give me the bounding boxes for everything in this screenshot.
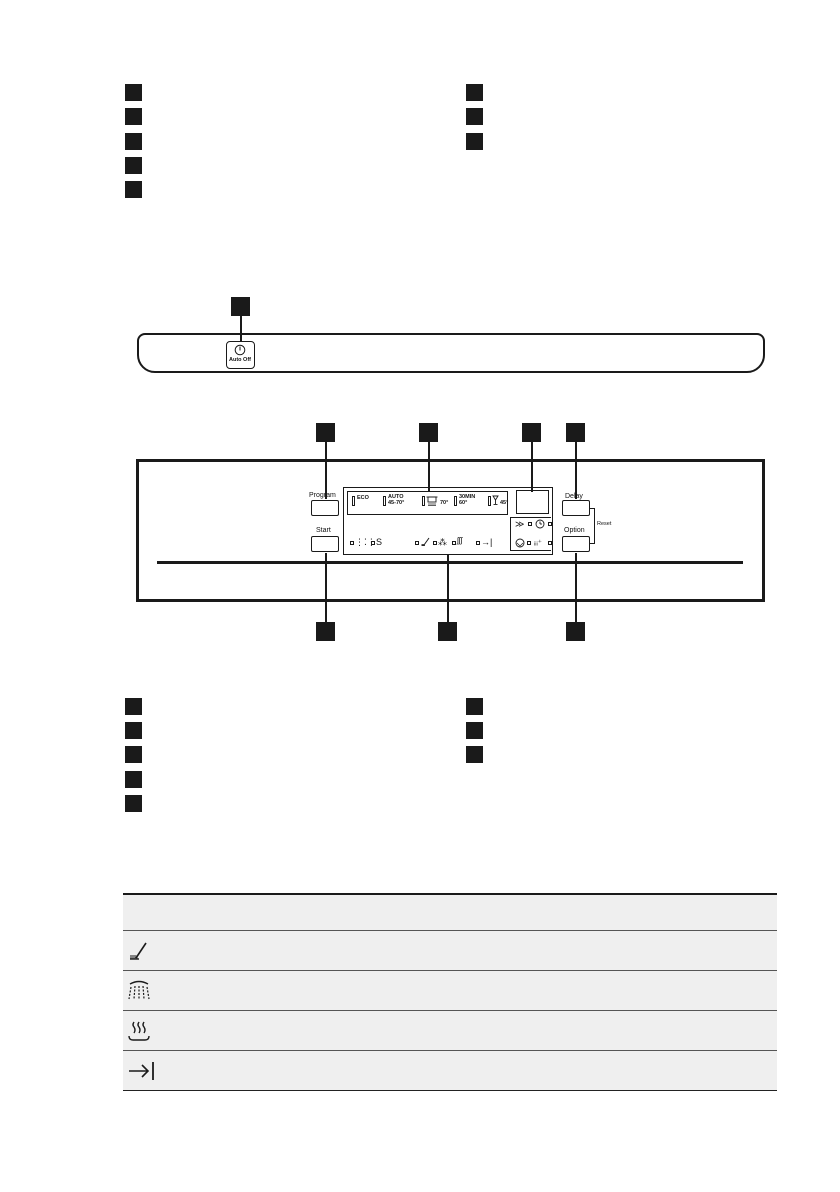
table-row: [123, 1051, 777, 1091]
legend-marker: [466, 84, 483, 101]
legend-marker: [125, 133, 142, 150]
legend-marker: [125, 181, 142, 198]
table-icon-cell: [123, 971, 165, 1011]
program-button[interactable]: [311, 500, 339, 516]
legend-marker: [125, 108, 142, 125]
quick-temp-label: 60°: [459, 500, 468, 506]
start-button[interactable]: [311, 536, 339, 552]
callout-marker: [566, 423, 585, 442]
indicator-light: [528, 522, 532, 526]
start-label: Start: [316, 527, 331, 534]
intensive-temp-label: 70°: [440, 500, 449, 506]
quick-label: 30MIN: [459, 494, 476, 500]
callout-marker: [316, 423, 335, 442]
table-icon-cell: [123, 1011, 165, 1051]
indicator-light: [452, 541, 456, 545]
legend-marker: [466, 108, 483, 125]
auto-temp-label: 45-70°: [388, 500, 405, 506]
program-phase-icon: ⋮⁚⋮: [355, 537, 376, 547]
eco-label: ECO: [357, 495, 369, 501]
drying-heat-icon: [128, 1020, 150, 1042]
prewash-brush-small-icon: [421, 537, 431, 547]
legend-marker: [125, 157, 142, 174]
on-off-button[interactable]: [226, 341, 255, 369]
table-cell: [165, 1011, 777, 1051]
indicator-table: [123, 893, 777, 1091]
program-indicator: [488, 496, 491, 506]
prewash-brush-icon: [128, 940, 150, 962]
table-header-cell: [123, 894, 165, 931]
callout-leader: [575, 553, 577, 622]
power-icon: [234, 344, 246, 356]
table-cell: [165, 931, 777, 971]
delay-button[interactable]: [562, 500, 590, 516]
auto-off-label: Auto Off: [229, 357, 251, 363]
legend-marker: [125, 84, 142, 101]
program-indicator: [352, 496, 355, 506]
reset-label: Reset: [597, 521, 612, 527]
legend-marker: [125, 698, 142, 715]
glass-icon: [492, 495, 499, 506]
main-wash-icon: ⁂: [438, 537, 447, 547]
option-label: Option: [564, 527, 585, 534]
legend-marker: [125, 746, 142, 763]
callout-marker: [566, 622, 585, 641]
legend-marker: [125, 771, 142, 788]
table-cell: [165, 1051, 777, 1091]
table-row: [123, 931, 777, 971]
reset-bracket: [590, 508, 595, 544]
glass-temp-label: 45°: [500, 500, 509, 506]
salt-icon: [515, 538, 525, 548]
indicator-light: [433, 541, 437, 545]
table-row: [123, 971, 777, 1011]
program-label: Program: [309, 492, 336, 499]
spray-arms-icon: [128, 980, 150, 1002]
program-indicator: [454, 496, 457, 506]
legend-marker: [466, 746, 483, 763]
time-readout-box: [516, 490, 549, 514]
program-indicator: [383, 496, 386, 506]
indicator-light: [548, 522, 552, 526]
indicator-light: [350, 541, 354, 545]
end-arrow-icon: [128, 1060, 156, 1082]
extra-dry-icon: ᵢᵢᵢ⁺: [534, 538, 542, 547]
callout-marker: [419, 423, 438, 442]
legend-marker: [125, 722, 142, 739]
program-indicator: [422, 496, 425, 506]
callout-marker: [438, 622, 457, 641]
legend-marker: [466, 722, 483, 739]
callout-leader: [447, 555, 449, 622]
callout-marker: [231, 297, 250, 316]
rinse-aid-icon: ≫: [515, 519, 525, 529]
table-header-row: [123, 894, 777, 931]
delay-clock-icon: [535, 519, 545, 529]
end-arrow-small-icon: →|: [481, 537, 493, 547]
indicator-light: [476, 541, 480, 545]
auto-sense-icon: S: [376, 537, 383, 547]
legend-marker: [466, 698, 483, 715]
legend-marker: [125, 795, 142, 812]
indicator-light: [371, 541, 375, 545]
auto-label: AUTO: [388, 494, 404, 500]
drying-heat-small-icon: ʃʃʃ: [457, 536, 463, 545]
option-button[interactable]: [562, 536, 590, 552]
callout-leader: [325, 553, 327, 622]
table-row: [123, 1011, 777, 1051]
table-header-cell: [165, 894, 777, 931]
callout-marker: [522, 423, 541, 442]
indicator-light: [527, 541, 531, 545]
indicator-light: [415, 541, 419, 545]
pot-icon: [426, 495, 438, 506]
delay-label: Delay: [565, 493, 583, 500]
callout-marker: [316, 622, 335, 641]
table-icon-cell: [123, 931, 165, 971]
panel-edge-line: [157, 561, 743, 564]
table-icon-cell: [123, 1051, 165, 1091]
legend-marker: [466, 133, 483, 150]
indicator-light: [548, 541, 552, 545]
table-cell: [165, 971, 777, 1011]
